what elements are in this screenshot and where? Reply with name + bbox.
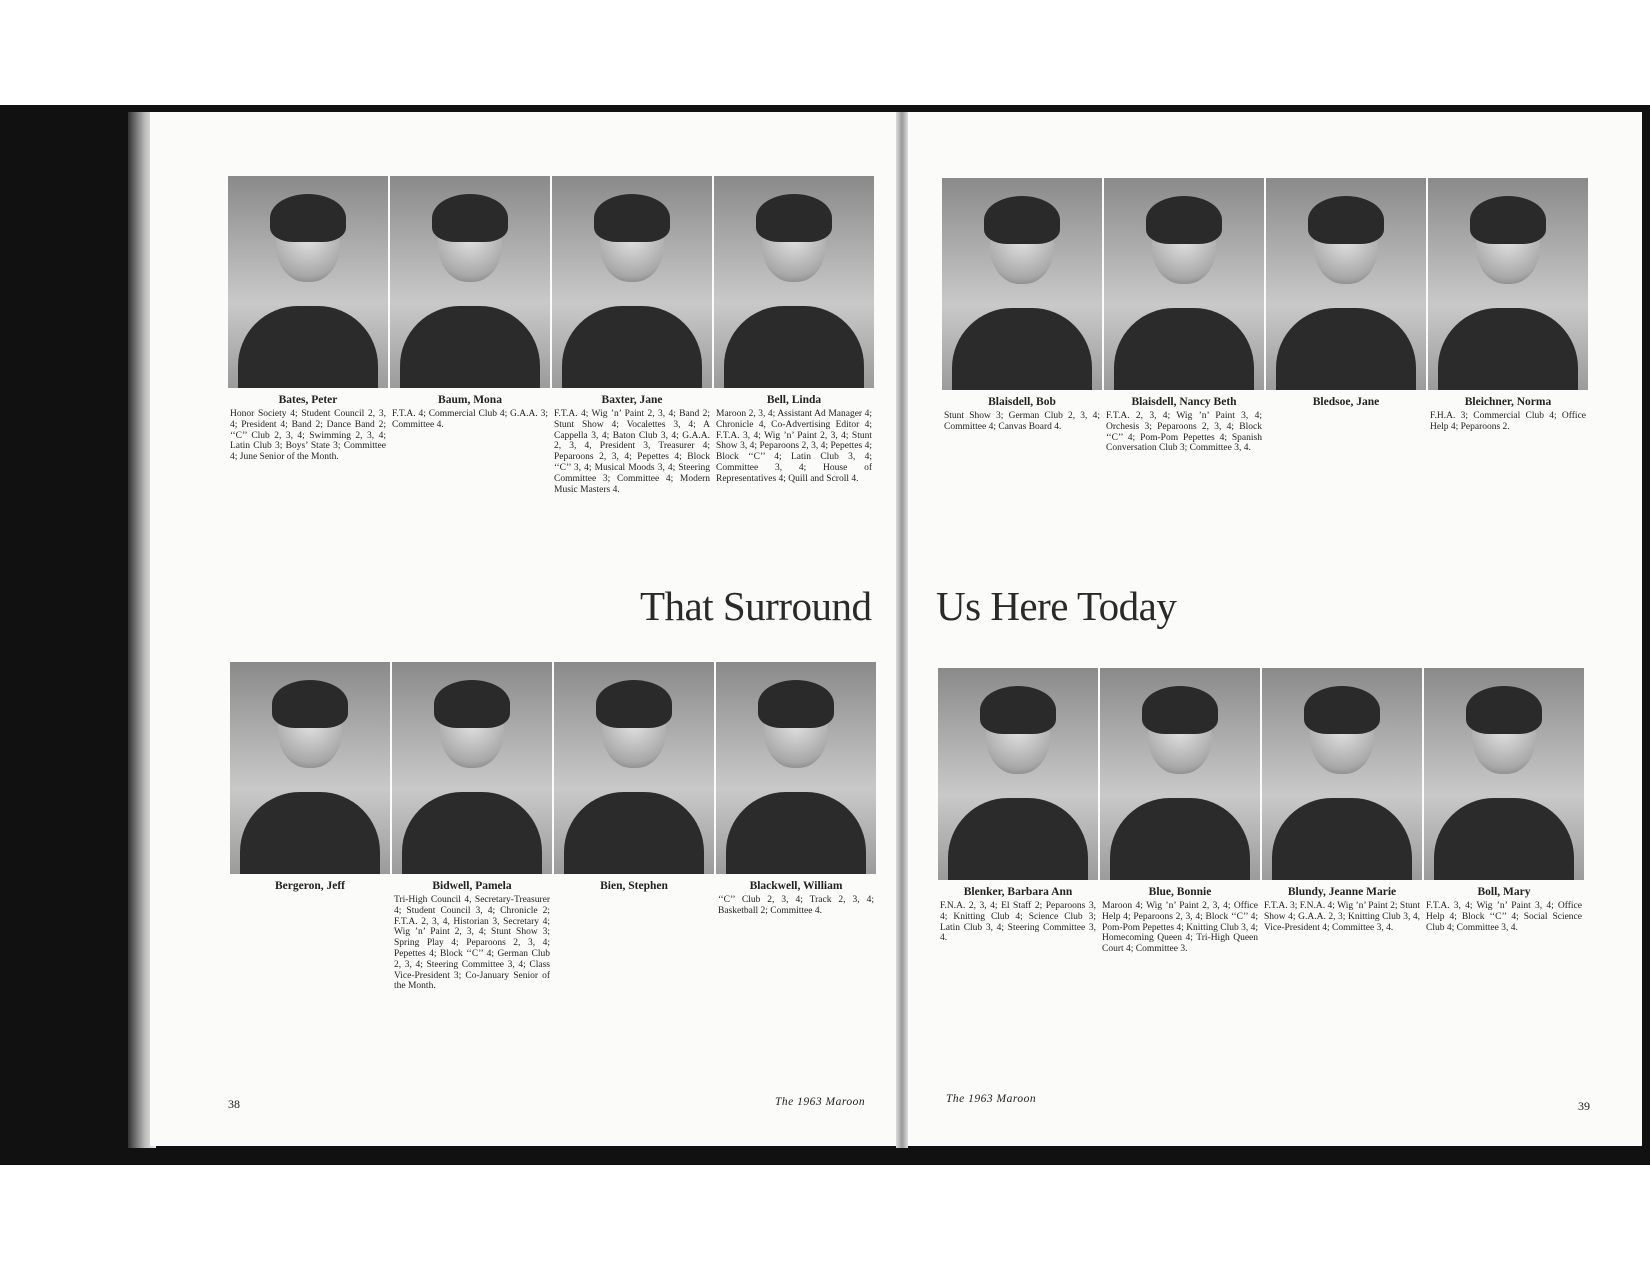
student-card (392, 662, 552, 992)
student-row-right-top (942, 178, 1588, 454)
running-title-right: The 1963 Maroon (946, 1093, 1037, 1105)
headline-right: Us Here Today (936, 583, 1177, 629)
student-name: Blundy, Jeanne Marie (1287, 886, 1397, 898)
student-name: Blaisdell, Bob (988, 396, 1056, 408)
student-card (230, 662, 390, 992)
student-card (938, 668, 1098, 955)
student-portrait (1100, 668, 1260, 880)
headline-left: That Surround (640, 583, 872, 629)
page-number-left: 38 (228, 1097, 240, 1111)
student-activities: F.T.A. 2, 3, 4; Wig ’n’ Paint 3, 4; Orchesis 3; Peparoons 2, 3, 4; Block ‘‘C’’ 4; Pom-Pom Pepettes 4; Spanish Conversation Club 3; Committee 3, 4. (1106, 411, 1262, 454)
student-portrait (228, 176, 388, 388)
student-row-left-top (228, 176, 874, 495)
student-activities: Maroon 2, 3, 4; Assistant Ad Manager 4; Chronicle 4, Co-Advertising Editor 4; F.T.A. 3, 4; Wig ’n’ Paint 2, 3, 4; Stunt Show 3, 4; Peparoons 2, 3, 4; Pepettes 4; Block ‘‘C’’ 4; Latin Club 3, 4; Committee 3, 4; House of Representatives 4; Quill and Scroll 4. (716, 409, 872, 484)
student-name: Bidwell, Pamela (432, 880, 512, 892)
student-portrait (1104, 178, 1264, 390)
student-activities: F.H.A. 3; Commercial Club 4; Office Help 4; Peparoons 2. (1430, 411, 1586, 432)
running-title-left: The 1963 Maroon (775, 1096, 866, 1108)
student-activities: Tri-High Council 4, Secretary-Treasurer 4; Student Council 3, 4; Chronicle 2; F.T.A. 2, 3, 4, Historian 3, Secretary 4; Wig ’n’ Paint 2, 3, 4; Stunt Show 3; Spring Play 4; Peparoons 2, 3, 4; Pepettes 4; Block ‘‘C’’ 4; German Club 2, 3, 4; Steering Committee 3, 4; Class Vice-President 3; Co-January Senior of the Month. (394, 895, 550, 992)
book-gutter (896, 112, 908, 1148)
student-name: Blackwell, William (749, 880, 843, 892)
student-card (1100, 668, 1260, 955)
student-activities: F.T.A. 4; Commercial Club 4; G.A.A. 3; Committee 4. (392, 409, 548, 430)
student-portrait (1266, 178, 1426, 390)
student-name: Blue, Bonnie (1148, 886, 1212, 898)
student-card (390, 176, 550, 495)
student-activities: F.T.A. 4; Wig ’n’ Paint 2, 3, 4; Band 2; Stunt Show 4; Vocalettes 3, 4; A Cappella 3, 4; Baton Club 3, 4; G.A.A. 2, 3, 4, President 3, Treasurer 4; Peparoons 2, 3, 4; Pepettes 4; Block ‘‘C’’ 3, 4; Musical Moods 3, 4; Steering Committee 3; Committee 4; Modern Music Masters 4. (554, 409, 710, 495)
student-card (552, 176, 712, 495)
student-name: Boll, Mary (1477, 886, 1531, 898)
student-card (1262, 668, 1422, 955)
student-card (1428, 178, 1588, 454)
student-name: Baum, Mona (438, 394, 502, 406)
student-card (1104, 178, 1264, 454)
student-row-left-bottom (230, 662, 876, 992)
student-portrait (552, 176, 712, 388)
student-card (1266, 178, 1426, 454)
student-activities: Honor Society 4; Student Council 2, 3, 4; President 4; Band 2; Dance Band 2; ‘‘C’’ Club 2, 3, 4; Swimming 2, 3, 4; Latin Club 3; Boys’ State 3; Committee 4; June Senior of the Month. (230, 409, 386, 463)
student-card (716, 662, 876, 992)
student-portrait (942, 178, 1102, 390)
student-portrait (1424, 668, 1584, 880)
student-activities: F.T.A. 3, 4; Wig ’n’ Paint 3, 4; Office Help 4; Block ‘‘C’’ 4; Social Science Club 4; Committee 3, 4. (1426, 901, 1582, 933)
student-card (714, 176, 874, 495)
student-portrait (230, 662, 390, 874)
student-name: Bergeron, Jeff (274, 880, 346, 892)
student-portrait (1428, 178, 1588, 390)
student-portrait (714, 176, 874, 388)
student-name: Baxter, Jane (601, 394, 663, 406)
student-name: Bates, Peter (278, 394, 338, 406)
student-name: Bleichner, Norma (1464, 396, 1552, 408)
student-name: Bell, Linda (766, 394, 822, 406)
student-name: Blenker, Barbara Ann (963, 886, 1073, 898)
student-card (228, 176, 388, 495)
student-card (554, 662, 714, 992)
page-number-right: 39 (1578, 1099, 1590, 1113)
student-row-right-bottom (938, 668, 1584, 955)
student-card (942, 178, 1102, 454)
student-activities: Maroon 4; Wig ’n’ Paint 2, 3, 4; Office Help 4; Peparoons 2, 3, 4; Block ‘‘C’’ 4; Pom-Pom Pepettes 4; Knitting Club 3, 4; Homecoming Queen 4; Tri-High Queen Court 4; Committee 3. (1102, 901, 1258, 955)
student-name: Bledsoe, Jane (1312, 396, 1380, 408)
student-activities: ‘‘C’’ Club 2, 3, 4; Track 2, 3, 4; Basketball 2; Committee 4. (718, 895, 874, 916)
student-activities: F.T.A. 3; F.N.A. 4; Wig ’n’ Paint 2; Stunt Show 4; G.A.A. 2, 3; Knitting Club 3, 4, Vice-President 4; Committee 3, 4. (1264, 901, 1420, 933)
student-portrait (390, 176, 550, 388)
student-portrait (716, 662, 876, 874)
student-activities: F.N.A. 2, 3, 4; El Staff 2; Peparoons 3, 4; Knitting Club 4; Science Club 3; Latin Club 3, 4; Steering Committee 3, 4. (940, 901, 1096, 944)
student-portrait (392, 662, 552, 874)
student-portrait (554, 662, 714, 874)
student-card (1424, 668, 1584, 955)
student-activities: Stunt Show 3; German Club 2, 3, 4; Committee 4; Canvas Board 4. (944, 411, 1100, 432)
student-name: Blaisdell, Nancy Beth (1131, 396, 1237, 408)
student-portrait (938, 668, 1098, 880)
student-portrait (1262, 668, 1422, 880)
student-name: Bien, Stephen (600, 880, 668, 892)
